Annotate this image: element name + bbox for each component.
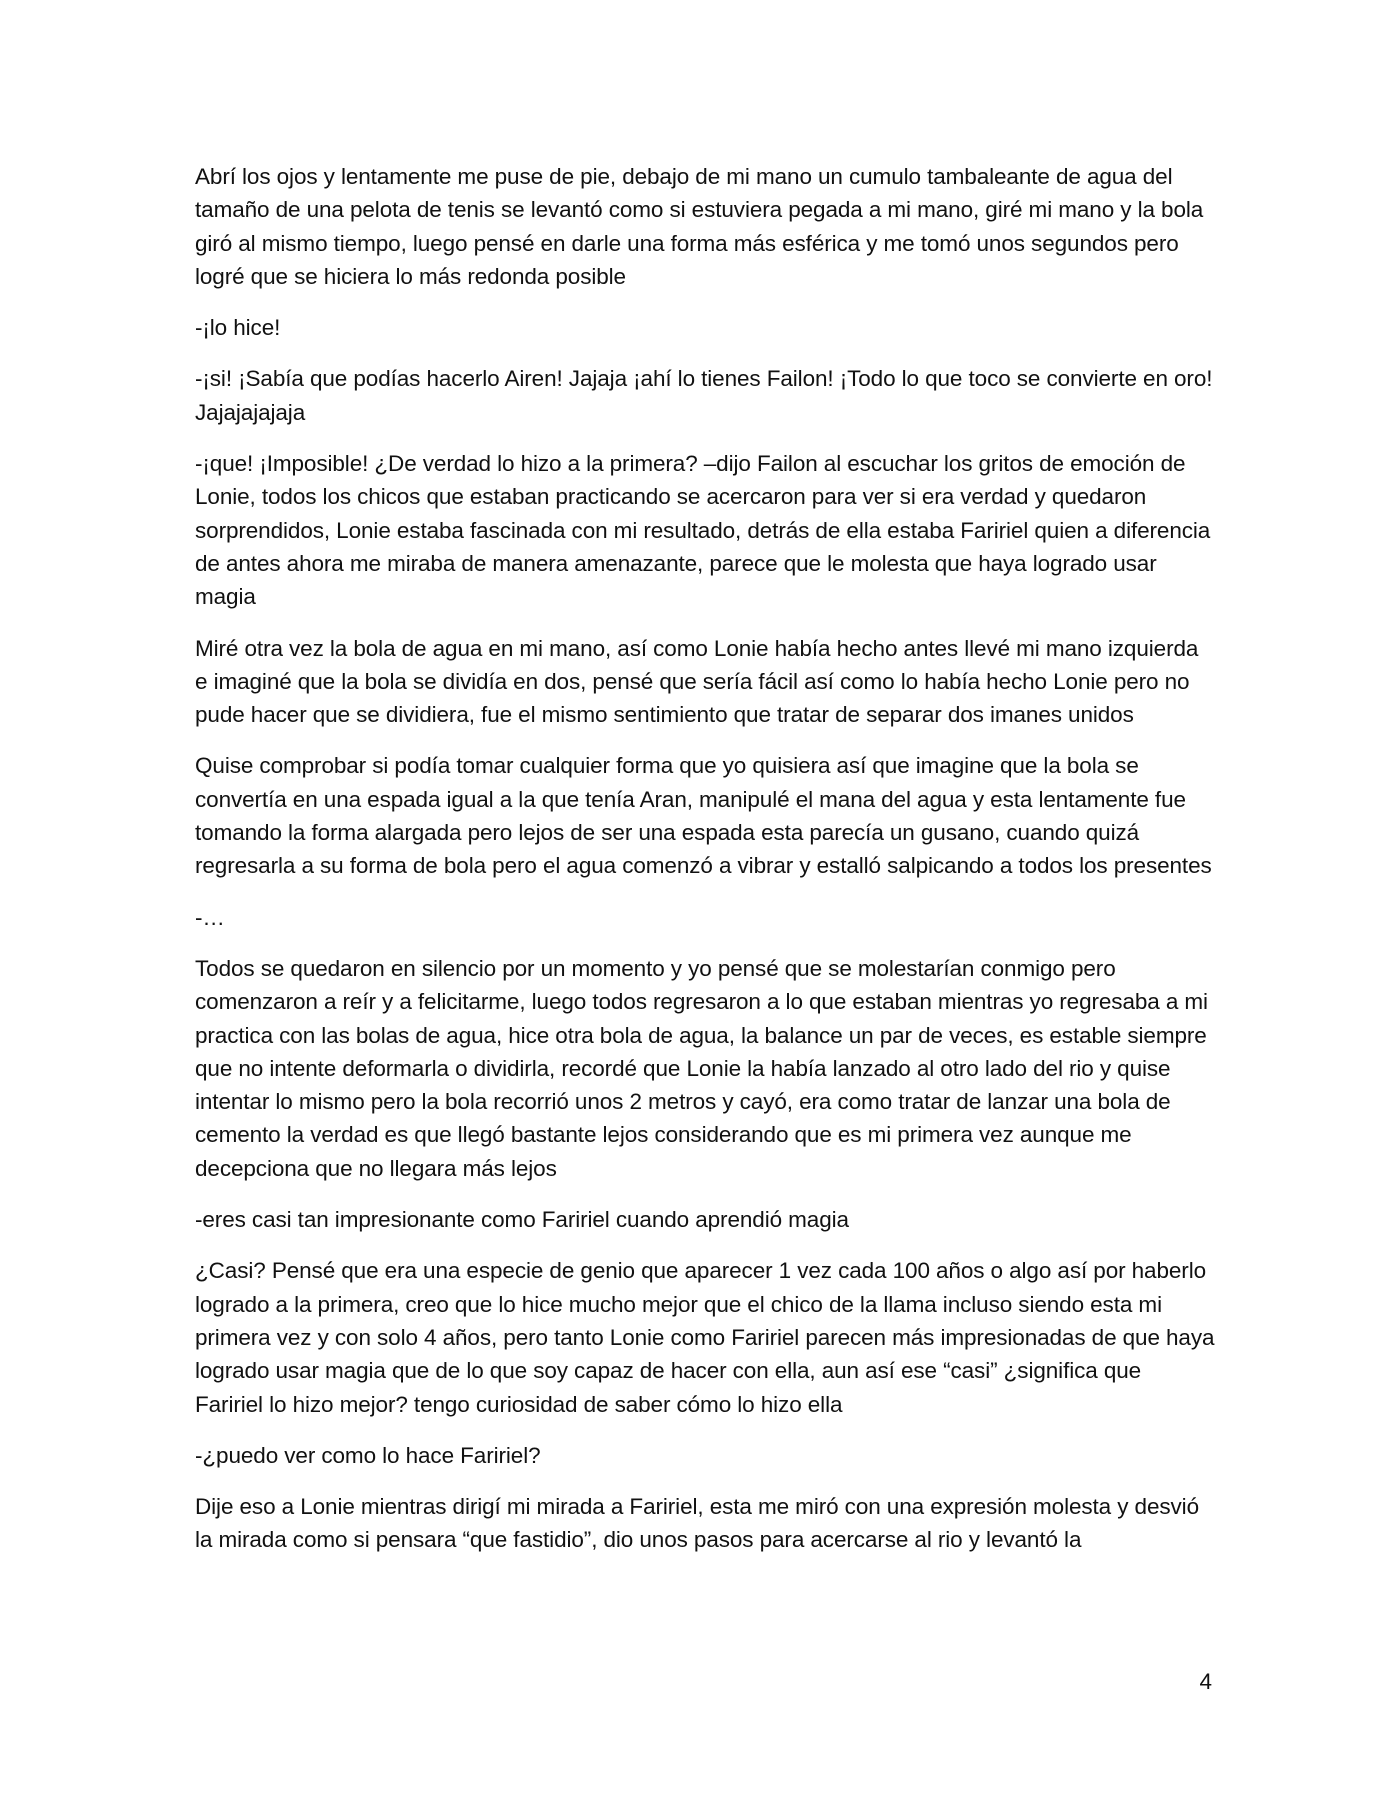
paragraph: -¡lo hice! (195, 315, 281, 341)
paragraph: Miré otra vez la bola de agua en mi mano, así como Lonie había hecho antes llevé mi mano izquierda e imaginé que la bola se dividía en dos, pensé que sería fácil así como lo había hecho Lonie pero no pude hacer que se dividiera, fue el mismo sentimiento que tratar de separar dos imanes unidos (195, 635, 1199, 728)
paragraph: -¿puedo ver como lo hace Faririel? (195, 1442, 541, 1468)
paragraph: Dije eso a Lonie mientras dirigí mi mirada a Faririel, esta me miró con una expresión molesta y desvió la mirada como si pensara “que fastidio”, dio unos pasos para acercarse al rio y levantó la (195, 1494, 1199, 1553)
paragraph: -¡si! ¡Sabía que podías hacerlo Airen! Jajaja ¡ahí lo tienes Failon! ¡Todo lo que toco se convierte en oro! Jajajajajaja (195, 366, 1213, 425)
page-body (195, 160, 1215, 1575)
paragraph: Quise comprobar si podía tomar cualquier forma que yo quisiera así que imagine que la bola se convertía en una espada igual a la que tenía Aran, manipulé el mana del agua y esta lentamente fue tomando la forma alargada pero lejos de ser una espada esta parecía un gusano, cuando quizá regresarla a su forma de bola pero el agua comenzó a vibrar y estalló salpicando a todos los presentes (195, 753, 1212, 879)
page-number: 4 (1199, 1669, 1212, 1694)
paragraph: Abrí los ojos y lentamente me puse de pie, debajo de mi mano un cumulo tambaleante de agua del tamaño de una pelota de tenis se levantó como si estuviera pegada a mi mano, giré mi mano y la bola giró al mismo tiempo, luego pensé en darle una forma más esférica y me tomó unos segundos pero logré que se hiciera lo más redonda posible (195, 164, 1204, 289)
paragraph: -… (195, 904, 225, 930)
paragraph: -eres casi tan impresionante como Faririel cuando aprendió magia (195, 1207, 849, 1233)
paragraph: ¿Casi? Pensé que era una especie de genio que aparecer 1 vez cada 100 años o algo así por haberlo logrado a la primera, creo que lo hice mucho mejor que el chico de la llama incluso siendo esta mi primera vez y con solo 4 años, pero tanto Lonie como Faririel parecen más impresionadas de que haya logrado usar magia que de lo que soy capaz de hacer con ella, aun así ese “casi” ¿significa que Faririel lo hizo mejor? tengo curiosidad de saber cómo lo hizo ella (195, 1258, 1215, 1417)
paragraph: Todos se quedaron en silencio por un momento y yo pensé que se molestarían conmigo pero comenzaron a reír y a felicitarme, luego todos regresaron a lo que estaban mientras yo regresaba a mi practica con las bolas de agua, hice otra bola de agua, la balance un par de veces, es estable siempre que no intente deformarla o dividirla, recordé que Lonie la había lanzado al otro lado del rio y quise intentar lo mismo pero la bola recorrió unos 2 metros y cayó, era como tratar de lanzar una bola de cemento la verdad es que llegó bastante lejos considerando que es mi primera vez aunque me decepciona que no llegara más lejos (195, 955, 1208, 1181)
paragraph: -¡que! ¡Imposible! ¿De verdad lo hizo a la primera? –dijo Failon al escuchar los gritos de emoción de Lonie, todos los chicos que estaban practicando se acercaron para ver si era verdad y quedaron sorprendidos, Lonie estaba fascinada con mi resultado, detrás de ella estaba Faririel quien a diferencia de antes ahora me miraba de manera amenazante, parece que le molesta que haya logrado usar magia (195, 451, 1211, 610)
